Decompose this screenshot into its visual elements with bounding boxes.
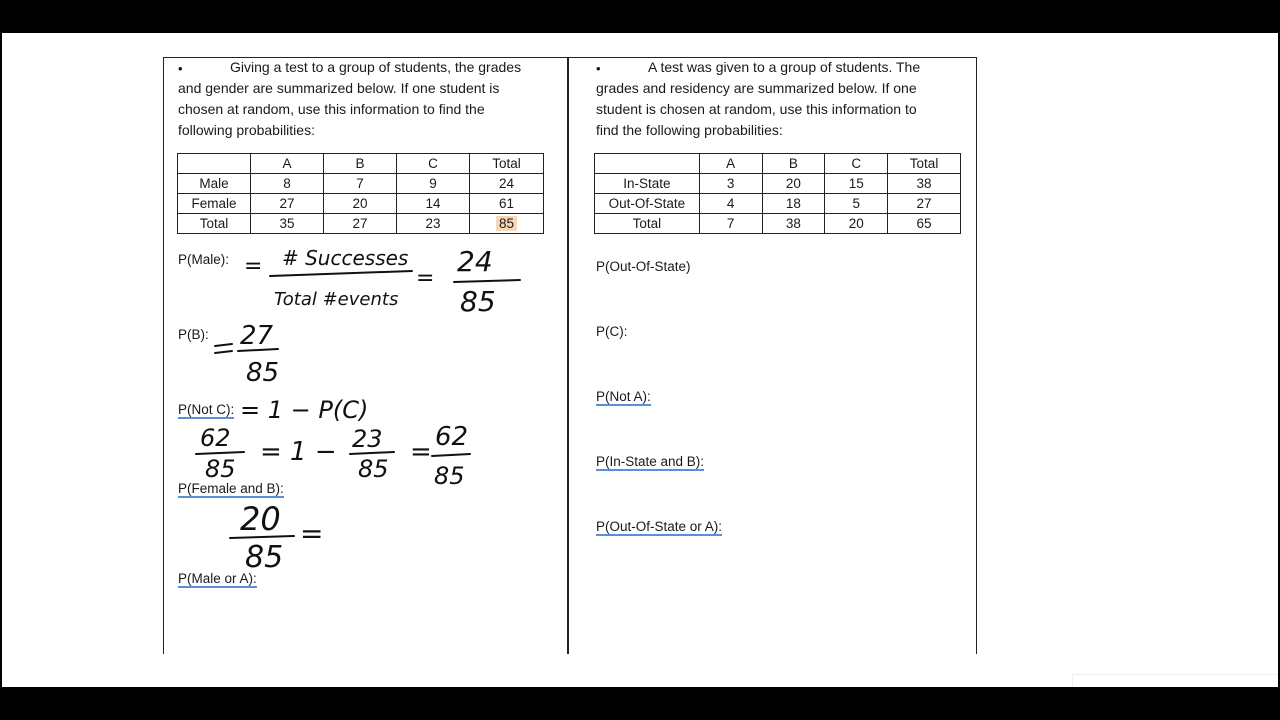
question-p-male: P(Male): — [178, 252, 230, 267]
table-cell: 8 — [251, 174, 324, 194]
left-intro-line: following probabilities: — [178, 122, 315, 138]
document-page — [2, 33, 1278, 687]
table-row — [595, 174, 961, 194]
ink-text: = — [416, 266, 435, 291]
table-cell: 20 — [762, 174, 825, 194]
table-row — [595, 214, 961, 234]
ink-text: 85 — [245, 540, 284, 575]
right-intro-line: A test was given to a group of students. The — [648, 59, 921, 75]
ink-text: 20 — [240, 500, 281, 538]
ink-fraction-bar — [454, 280, 520, 282]
question-p-b: P(B): — [178, 327, 209, 342]
table-cell: 3 — [699, 174, 762, 194]
left-intro-line: chosen at random, use this information to find the — [178, 101, 485, 117]
table-cell: B — [762, 154, 825, 174]
table-cell: A — [699, 154, 762, 174]
table-cell: 38 — [888, 174, 961, 194]
question-p-c: P(C): — [596, 324, 628, 339]
table-cell: 4 — [699, 194, 762, 214]
table-cell: 27 — [888, 194, 961, 214]
right-intro — [596, 57, 971, 141]
table-cell: 61 — [470, 194, 544, 214]
ink-text: 85 — [246, 358, 280, 388]
table-cell: Total — [595, 214, 700, 234]
ink-text: Total #events — [274, 289, 399, 310]
ink-text: 62 — [435, 422, 469, 452]
ink-text: 85 — [434, 462, 465, 490]
question-label: P(Not C): — [178, 402, 235, 417]
table-cell: 7 — [699, 214, 762, 234]
ink-fraction-bar — [270, 271, 412, 276]
question-label: P(Female and B): — [178, 481, 284, 496]
table-cell: 23 — [397, 214, 470, 234]
table-cell: 24 — [470, 174, 544, 194]
ink-text: 85 — [205, 455, 236, 483]
question-label: P(In-State and B): — [596, 454, 705, 469]
ink-text: 24 — [457, 245, 493, 278]
table-cell: C — [397, 154, 470, 174]
ink-text: 85 — [358, 455, 389, 483]
highlighted-total: 85 — [496, 216, 517, 231]
table-cell: C — [825, 154, 888, 174]
table-cell: 20 — [324, 194, 397, 214]
ink-text: = 1 − P(C) — [240, 396, 369, 424]
table-cell: 27 — [251, 194, 324, 214]
table-cell: 18 — [762, 194, 825, 214]
ink-equals — [215, 351, 232, 353]
ink-fraction-bar — [432, 454, 470, 456]
right-bullet: • — [596, 61, 601, 76]
left-intro-line: and gender are summarized below. If one student is — [178, 80, 500, 96]
table-cell: Out-Of-State — [595, 194, 700, 214]
right-intro-line: student is chosen at random, use this information to — [596, 101, 917, 117]
ink-text: 27 — [240, 321, 274, 351]
ink-fraction-bar — [196, 452, 244, 454]
right-column — [567, 57, 977, 654]
table-cell: 27 — [324, 214, 397, 234]
table-cell: Total — [470, 154, 544, 174]
right-intro-line: grades and residency are summarized below. If one — [596, 80, 917, 96]
table-cell: Total — [178, 214, 251, 234]
ink-equals — [215, 344, 232, 346]
table-cell: 7 — [324, 174, 397, 194]
table-cell: A — [251, 154, 324, 174]
ink-text: = 1 − — [260, 437, 337, 467]
question-label: P(Male or A): — [178, 571, 257, 586]
table-cell — [595, 154, 700, 174]
table-cell: 9 — [397, 174, 470, 194]
table-cell: 20 — [825, 214, 888, 234]
question-label: P(Not A): — [596, 389, 651, 404]
question-p-out-of-state: P(Out-Of-State) — [596, 259, 691, 274]
table-cell: Male — [178, 174, 251, 194]
table-cell: B — [324, 154, 397, 174]
question-p-in-state-and-b — [596, 454, 704, 469]
right-intro-line: find the following probabilities: — [596, 122, 783, 138]
ink-text: = — [244, 254, 263, 279]
question-p-not-a — [596, 389, 651, 404]
ink-text: 23 — [352, 425, 383, 453]
ink-text: 85 — [460, 285, 496, 318]
table-cell: 38 — [762, 214, 825, 234]
question-p-out-of-state-or-a — [596, 519, 722, 534]
table-row — [595, 194, 961, 214]
question-label: P(Out-Of-State or A): — [596, 519, 723, 534]
ink-text: 62 — [200, 424, 231, 452]
table-header-row — [595, 154, 961, 174]
table-cell: Female — [178, 194, 251, 214]
table-cell: In-State — [595, 174, 700, 194]
ink-text: = — [300, 517, 324, 550]
ink-text: # Successes — [282, 246, 409, 270]
table-cell: 65 — [888, 214, 961, 234]
left-bullet: • — [178, 61, 183, 76]
table-cell: 15 — [825, 174, 888, 194]
table-cell: Total — [888, 154, 961, 174]
table-cell: 35 — [251, 214, 324, 234]
corner-artifact — [1072, 674, 1278, 687]
left-intro-line: Giving a test to a group of students, the grades — [230, 59, 522, 75]
ink-text: = — [410, 437, 432, 467]
right-table — [594, 153, 961, 234]
table-cell: 5 — [825, 194, 888, 214]
table-cell: 14 — [397, 194, 470, 214]
